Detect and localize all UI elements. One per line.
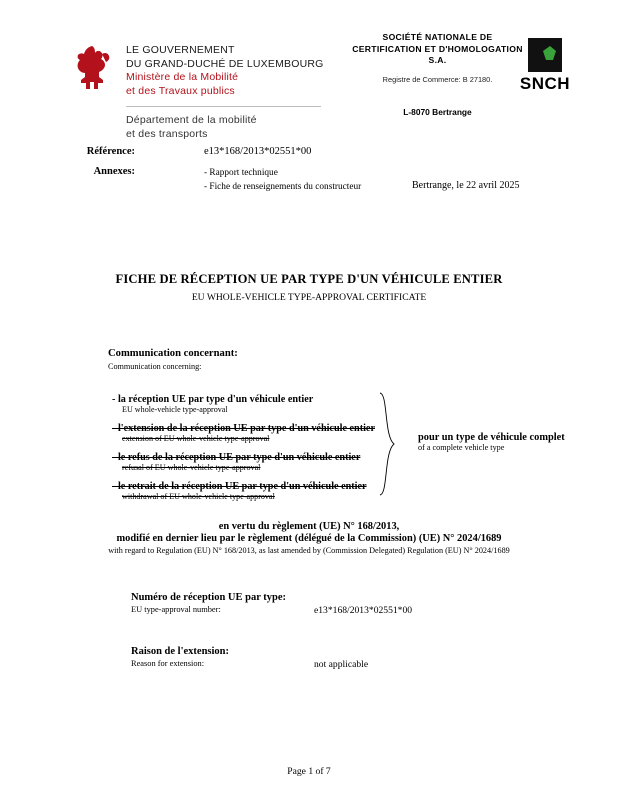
regulation-line-3: with regard to Regulation (EU) N° 168/2013, as last amended by (Commission Delegated) Regulation (EU) N° 2024/1689 [108, 546, 510, 555]
extension-reason-field [131, 646, 581, 668]
approval-option-fr: - le retrait de la réception UE par type d'un véhicule entier [112, 481, 367, 492]
annexes-label: Annexes: [93, 166, 135, 177]
scope-label-fr: pour un type de véhicule complet [418, 432, 565, 443]
regulation-block [0, 521, 618, 555]
approval-option [112, 394, 402, 414]
approval-options-list [112, 394, 402, 510]
gov-line-4: et des Travaux publics [126, 84, 235, 97]
annexes-list [204, 166, 361, 194]
gov-line-3: Ministère de la Mobilité [126, 71, 239, 83]
authority-address: L-8070 Bertrange [403, 106, 472, 117]
communication-label-en: Communication concerning: [108, 362, 202, 371]
annex-item: - Rapport technique [204, 168, 278, 178]
snch-mark-icon [528, 38, 562, 72]
page-subtitle: EU WHOLE-VEHICLE TYPE-APPROVAL CERTIFICATE [191, 292, 427, 303]
approval-option-en: refusal of EU whole-vehicle type-approval [122, 463, 261, 472]
gov-line-1: LE GOUVERNEMENT [126, 44, 235, 56]
government-title-block [126, 44, 346, 98]
gov-sub-line-2: et des transports [126, 127, 208, 140]
approval-option-en: extension of EU whole-vehicle type-approval [122, 434, 270, 443]
approval-option [112, 481, 402, 501]
approval-option-en: EU whole-vehicle type-approval [122, 405, 228, 414]
approval-number-label-fr: Numéro de réception UE par type: [131, 592, 287, 603]
authority-register: Registre de Commerce: B 27180. [382, 74, 493, 84]
page-footer: Page 1 of 7 [287, 766, 331, 777]
annex-item: - Fiche de renseignements du constructeur [204, 182, 362, 192]
reference-label: Référence: [86, 146, 135, 157]
gov-sub-line-1: Département de la mobilité [126, 114, 257, 126]
reference-value: e13*168/2013*02551*00 [204, 146, 312, 157]
approval-number-value: e13*168/2013*02551*00 [314, 605, 413, 616]
luxembourg-lion-icon [72, 44, 114, 92]
scope-label-en: of a complete vehicle type [418, 443, 505, 452]
authority-title-line-3: S.A. [428, 55, 447, 65]
gov-line-2: DU GRAND-DUCHÉ DE LUXEMBOURG [126, 57, 324, 70]
approval-option-fr: - le refus de la réception UE par type d'un véhicule entier [112, 452, 361, 463]
approval-number-field [131, 592, 581, 614]
snch-logo [510, 38, 580, 94]
page-title: FICHE DE RÉCEPTION UE PAR TYPE D'UN VÉHICULE ENTIER [115, 272, 503, 286]
scope-brace-icon [378, 392, 404, 497]
authority-title-line-1: SOCIÉTÉ NATIONALE DE [382, 32, 493, 42]
government-department-block [126, 114, 346, 141]
approval-option [112, 423, 402, 443]
extension-reason-value: not applicable [314, 659, 369, 670]
scope-label [418, 432, 598, 452]
communication-label-fr: Communication concernant: [108, 348, 238, 359]
approval-option-fr: - l'extension de la réception UE par type d'un véhicule entier [112, 423, 375, 434]
regulation-line-1: en vertu du règlement (UE) N° 168/2013, [218, 521, 400, 532]
approval-number-label-en: EU type-approval number: [131, 605, 221, 614]
extension-reason-label-fr: Raison de l'extension: [131, 646, 230, 657]
approval-option-fr: - la réception UE par type d'un véhicule entier [112, 394, 314, 405]
place-and-date: Bertrange, le 22 avril 2025 [412, 180, 520, 191]
regulation-line-2: modifié en dernier lieu par le règlement (délégué de la Commission) (UE) N° 2024/1689 [116, 533, 502, 544]
snch-wordmark: SNCH [519, 74, 571, 93]
authority-title-line-2: CERTIFICATION ET D'HOMOLOGATION [352, 43, 523, 54]
approval-option-en: withdrawal of EU whole-vehicle type-approval [122, 492, 275, 501]
header-divider [126, 106, 321, 107]
extension-reason-label-en: Reason for extension: [131, 659, 205, 668]
approval-option [112, 452, 402, 472]
document-header [0, 22, 618, 140]
